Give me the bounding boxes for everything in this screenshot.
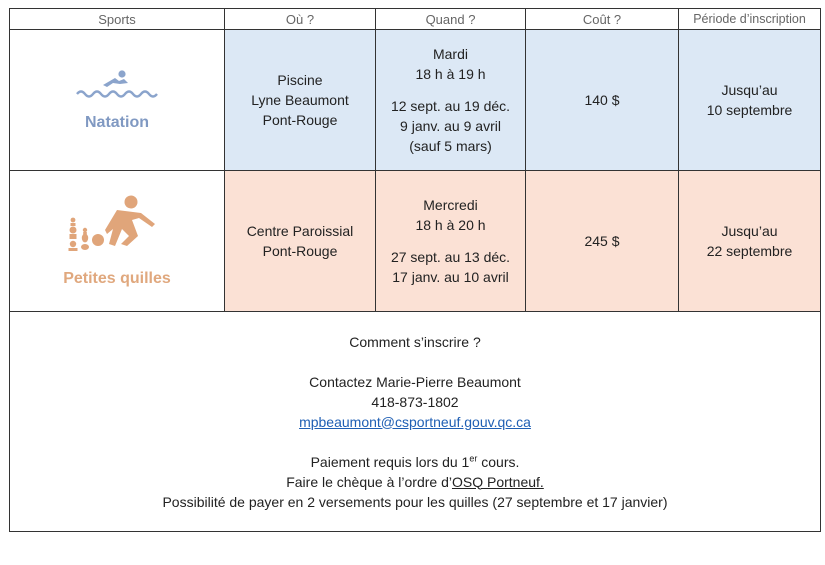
deadline-swimming: Jusqu’au 10 septembre <box>679 30 821 171</box>
info-cheque: Faire le chèque à l’ordre d’OSQ Portneuf. <box>286 473 544 490</box>
sport-name-swimming: Natation <box>85 113 149 131</box>
registration-info <box>10 312 821 532</box>
cost-bowling: 245 $ <box>526 171 679 312</box>
info-phone: 418-873-1802 <box>371 393 459 410</box>
where-swimming: Piscine Lyne Beaumont Pont-Rouge <box>225 30 376 171</box>
schedule-table <box>9 8 821 532</box>
when-bowling: Mercredi 18 h à 20 h 27 sept. au 13 déc. 17 janv. au 10 avril <box>376 171 526 312</box>
header-sports: Sports <box>10 9 225 30</box>
bowling-icon <box>67 194 167 261</box>
row-swimming <box>10 30 821 171</box>
header-row <box>10 9 821 30</box>
cost-swimming: 140 $ <box>526 30 679 171</box>
info-question: Comment s’inscrire ? <box>349 333 481 350</box>
header-where: Où ? <box>225 9 376 30</box>
deadline-bowling: Jusqu’au 22 septembre <box>679 171 821 312</box>
where-bowling: Centre Paroissial Pont-Rouge <box>225 171 376 312</box>
header-when: Quand ? <box>376 9 526 30</box>
swimmer-icon <box>75 68 159 105</box>
email-link[interactable]: mpbeaumont@csportneuf.gouv.qc.ca <box>299 413 531 430</box>
when-swimming: Mardi 18 h à 19 h 12 sept. au 19 déc. 9 janv. au 9 avril (sauf 5 mars) <box>376 30 526 171</box>
info-payment: Paiement requis lors du 1er cours. <box>310 452 520 470</box>
info-installments: Possibilité de payer en 2 versements pour les quilles (27 septembre et 17 janvier) <box>162 493 668 510</box>
info-row <box>10 312 821 532</box>
sport-cell-bowling <box>10 171 225 312</box>
info-contact: Contactez Marie-Pierre Beaumont <box>309 373 521 390</box>
sport-cell-swimming <box>10 30 225 171</box>
row-bowling <box>10 171 821 312</box>
sport-name-bowling: Petites quilles <box>63 269 171 287</box>
header-period: Période d’inscription <box>679 9 821 30</box>
header-cost: Coût ? <box>526 9 679 30</box>
